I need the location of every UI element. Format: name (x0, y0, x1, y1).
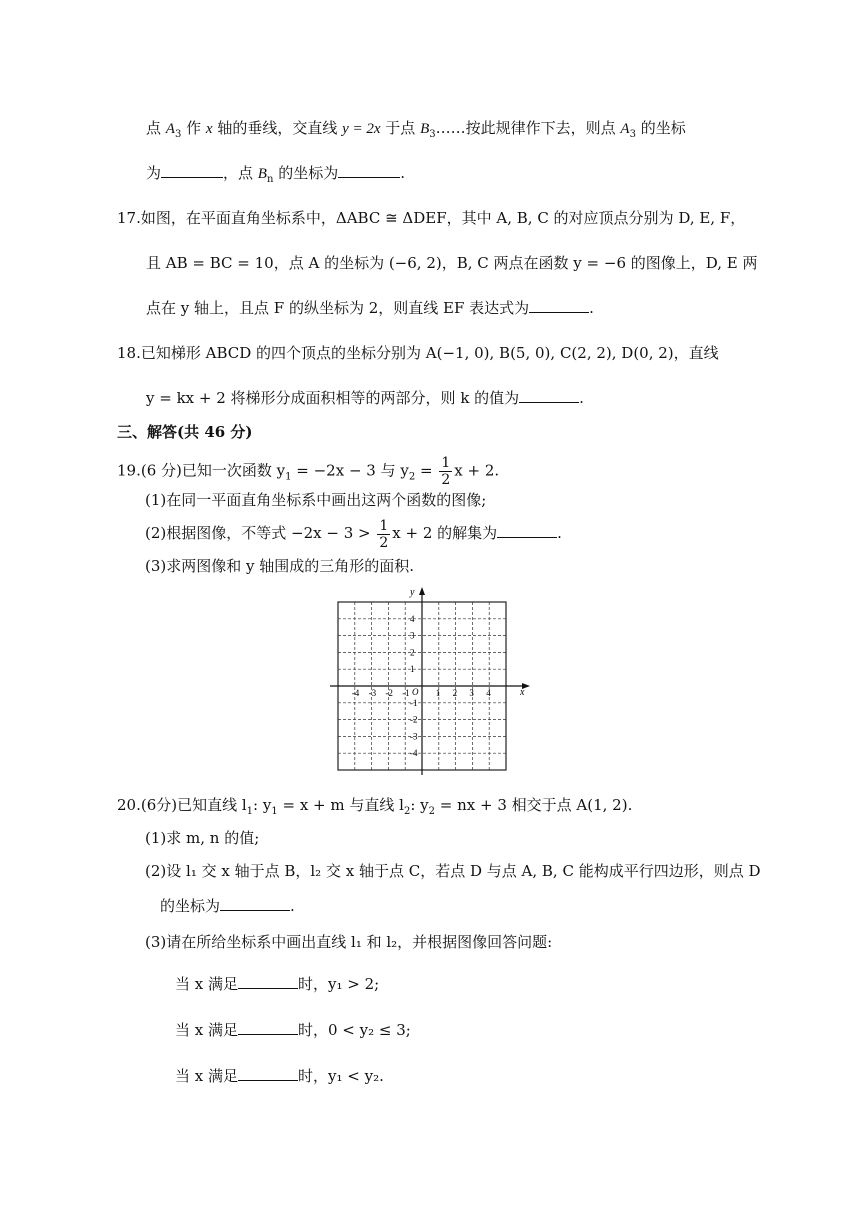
origin-label: O (412, 687, 419, 697)
q19-stem: 19.(6 分)已知一次函数 $y_1 = -2x - 3$ 与 $y_2$ = $\frac{1}{2}$ x + 2. (117, 455, 500, 488)
q18-line-1: 18.已知梯形 ABCD 的四个顶点的坐标分别为 A(−1, 0), B(5, 0), C(2, 2), D(0, 2)，直线 (117, 344, 719, 362)
x-tick-label: -4 (351, 688, 360, 698)
q20-condition-1: 当 x 满足 时，y₁ > 2; (175, 975, 380, 993)
y-tick-label: -2 (410, 714, 418, 725)
q19-part-1: (1)在同一平面直角坐标系中画出这两个函数的图像; (145, 491, 487, 509)
answer-blank (238, 1066, 298, 1081)
q19-part-3: (3)求两图像和 y 轴围成的三角形的面积. (145, 557, 415, 575)
answer-blank (338, 163, 400, 178)
y-tick-label: 1 (410, 664, 415, 675)
x-axis-label: x (520, 687, 525, 698)
q17-line-1: 17.如图，在平面直角坐标系中，ΔABC ≅ ΔDEF，其中 A, B, C 的对应顶点分别为 D, E, F， (117, 209, 746, 227)
x-tick-label: 3 (469, 688, 474, 698)
fraction: $\frac{1}{2}$ (379, 517, 389, 551)
x-tick-label: 1 (435, 688, 441, 698)
x-tick-label: -3 (368, 688, 377, 698)
x-tick-label: -2 (385, 688, 393, 698)
fraction: $\frac{1}{2}$ (441, 455, 451, 488)
q20-part-1: (1)求 m, n 的值; (145, 829, 260, 847)
y-axis-arrow-icon (419, 587, 425, 595)
y-tick-label: 4 (410, 613, 415, 624)
q20-condition-3: 当 x 满足 时，y₁ < y₂. (175, 1067, 384, 1085)
x-tick-label: 2 (452, 688, 458, 698)
answer-blank (519, 388, 579, 403)
x-tick-label: -1 (402, 688, 410, 698)
answer-blank (161, 163, 223, 178)
y-axis-label: y (410, 587, 415, 598)
section-heading: 三、解答(共 46 分) (117, 423, 253, 441)
y-tick-label: -1 (410, 697, 418, 708)
answer-blank (238, 974, 298, 989)
y-tick-label: -4 (410, 748, 418, 759)
q20-stem: 20.(6分)已知直线 $l_1$: $y_1 = x + m$ 与直线 $l_2$: $y_2$ = nx + 3 相交于点 A(1, 2). (117, 796, 633, 817)
q18-line-2: y = kx + 2 将梯形分成面积相等的两部分，则 k 的值为 . (146, 389, 584, 407)
q16-line-1: 点 $A_3$ 作 x 轴的垂线，交直线 y = 2x 于点 $B_3\dots\dots$按此规律作下去，则点 $A_3$ 的坐标 (146, 119, 686, 140)
q19-part-2: (2)根据图像，不等式 −2x − 3 > $\frac{1}{2}$ x + 2 的解集为 . (145, 517, 562, 551)
q17-line-2: 且 AB = BC = 10，点 A 的坐标为 (−6, 2)，B, C 两点在函数 y = −6 的图像上，D, E 两 (146, 254, 758, 272)
answer-blank (529, 298, 589, 313)
q20-part-2-line-1: (2)设 l₁ 交 x 轴于点 B，l₂ 交 x 轴于点 C，若点 D 与点 A, B, C 能构成平行四边形，则点 D (145, 862, 761, 880)
y-tick-label: 3 (410, 630, 415, 641)
q20-condition-2: 当 x 满足 时，0 < y₂ ≤ 3; (175, 1021, 411, 1039)
q17-line-3: 点在 y 轴上，且点 F 的纵坐标为 2，则直线 EF 表达式为 . (146, 299, 594, 317)
q20-part-2-line-2: 的坐标为 . (160, 897, 295, 915)
y-tick-label: -3 (410, 731, 418, 742)
answer-blank (220, 896, 290, 911)
q20-part-3: (3)请在所给坐标系中画出直线 l₁ 和 l₂，并根据图像回答问题: (145, 933, 553, 951)
x-tick-label: 4 (486, 688, 491, 698)
q16-line-2: 为 ，点 $B_n$ 的坐标为 . (146, 164, 405, 185)
coordinate-grid (330, 585, 540, 775)
answer-blank (497, 523, 557, 538)
answer-blank (238, 1020, 298, 1035)
y-tick-label: 2 (410, 647, 415, 658)
